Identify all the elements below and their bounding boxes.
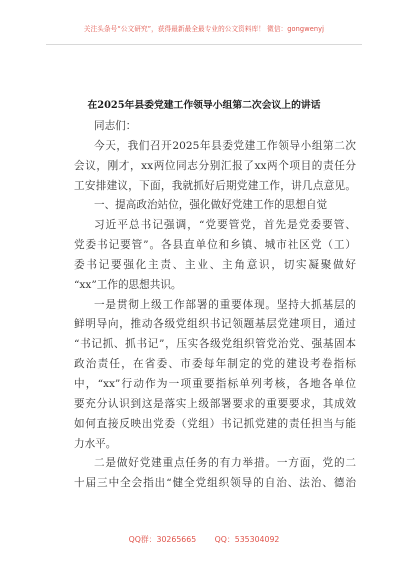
body-line: 今天，我们召开2025年县委党建工作领导小组第二次 xyxy=(94,139,356,152)
body-line: “xx”工作的思想共识。 xyxy=(74,278,182,291)
body-line: 力水平。 xyxy=(74,437,117,450)
body-line: 十届三中全会指出“健全党组织领导的自治、法治、德治 xyxy=(74,477,356,490)
body-line: 二是做好党建重点任务的有力举措。一方面，党的二 xyxy=(94,457,356,470)
footer-contact xyxy=(0,534,408,545)
document-body xyxy=(74,117,356,494)
footer-qq-number: QQ：535304092 xyxy=(214,535,280,544)
body-line: 同志们： xyxy=(94,120,137,132)
body-line: 政治责任，在省委、市委每年制定的党的建设考卷指标 xyxy=(74,358,356,371)
body-line: “书记抓、抓书记”，压实各级党组织管党治党、强基固本 xyxy=(74,338,356,351)
footer-qq-group: QQ群：30265665 xyxy=(128,535,197,544)
header-divider xyxy=(46,44,362,45)
body-line: 委书记要强化主责、主业、主角意识，切实凝聚做好 xyxy=(74,258,356,271)
body-line: 中，“xx”行动作为一项重要指标单列考核，各地各单位 xyxy=(74,377,356,390)
body-line: 要充分认识到这是落实上级部署要求的重要要求，其成效 xyxy=(74,397,356,410)
body-line: 一是贯彻上级工作部署的重要体现。坚持大抓基层的 xyxy=(94,298,356,311)
body-line: 工安排建议，下面，我就抓好后期党建工作，讲几点意见。 xyxy=(74,179,356,192)
header-promo-note: 关注头条号“公文研究”，获得最新最全最专业的公文资料库！ 微信：gongwenyj xyxy=(83,25,325,33)
body-line: 鲜明导向，推动各级党组织书记领题基层党建项目，通过 xyxy=(74,318,356,331)
body-line: 一、提高政治站位，强化做好党建工作的思想自觉 xyxy=(94,199,328,212)
body-line: 党委书记要管”。各县直单位和乡镇、城市社区党（工） xyxy=(74,239,356,252)
body-line: 会议，刚才，xx两位同志分别汇报了xx两个项目的责任分 xyxy=(74,159,356,172)
document-title: 在2025年县委党建工作领导小组第二次会议上的讲话 xyxy=(87,100,321,111)
body-line: 如何直接反映出党委（党组）书记抓党建的责任担当与能 xyxy=(74,417,356,430)
body-line: 习近平总书记强调，“党要管党，首先是党委要管、 xyxy=(94,219,356,232)
